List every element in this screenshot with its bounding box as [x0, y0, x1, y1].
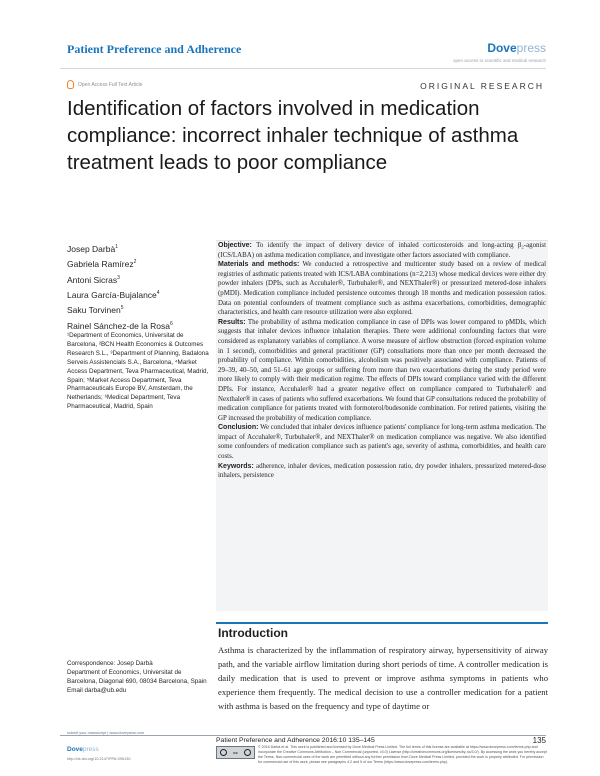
abstract-objective: Objective: To identify the impact of delivery device of inhaled corticosteroids and long-acting β₂-agonist (ICS/LABA) on asthma medication compliance, and investigate other factors associated with compliance.	[218, 242, 546, 259]
correspondence-block	[67, 660, 207, 696]
abstract-conclusion: Conclusion: We concluded that inhaler devices influence patients' compliance for long-term asthma medication. The impact of Accuhaler®, Turbuhaler®, and NEXThaler® on medication compliance was negative. We also identified some confounders of medication compliance such as patient's age, severity of asthma, comorbidities, and health care costs.	[218, 424, 546, 461]
journal-title: Patient Preference and Adherence	[67, 42, 242, 56]
introduction-rule	[216, 622, 548, 624]
page-number: 135	[532, 736, 546, 745]
open-access-badge	[67, 80, 142, 89]
author: Antoni Sicras$^3$	[67, 274, 120, 285]
open-access-label: Open Access Full Text Article	[78, 81, 143, 88]
submit-manuscript-link[interactable]: submit your manuscript | www.dovepress.com	[67, 731, 145, 735]
author: Josep Darbà$^1$	[67, 243, 118, 254]
cc-circle-icon	[220, 749, 227, 756]
article-section-label: ORIGINAL RESEARCH	[420, 81, 544, 91]
open-access-lock-icon	[67, 80, 74, 89]
author: Rainel Sánchez-de la Rosa$^6$	[67, 320, 173, 331]
affiliations: ¹Department of Economics, Universitat de Barcelona, ²BCN Health Economics & Outcomes Research S.L., ³Department of Planning, Badalona Serveis Assistencials S.A., Barcelona, ⁴Market Access Department, Teva Pharmaceutical, Madrid, Spain; ⁵Market Access Department, Teva Pharmaceuticals Europe BV, Amsterdam, the Netherlands; ⁶Medical Department, Teva Pharmaceutical, Madrid, Spain	[67, 332, 209, 411]
citation-line: Patient Preference and Adherence 2016:10 135–145	[216, 737, 375, 744]
abstract-keywords: Keywords: adherence, inhaler devices, medication possession ratio, dry powder inhalers, pressurized metered-dose inhalers, persistence	[218, 462, 546, 480]
introduction-text: Asthma is characterized by the inflammation of respiratory airway, hypersensitivity of airway path, and the variable airflow limitation during short periods of time. A controller medication is daily medication that is used to prevent or improve asthma symptoms in patients who experience them frequently. The medical decision to use a controller medication for a patient with asthma is based on the frequency and type of daytime or	[218, 645, 548, 711]
abstract-methods: Materials and methods: We conducted a retrospective and multicenter study based on a review of medical registries of asthmatic patients treated with ICS/LABA combinations (n=2,213) whose medical devices were either dry powder inhalers (DPIs, such as Accuhaler®, Turbuhaler®, and NEXThaler®) or pressurized metered-dose inhalers (pMDI). Medication compliance included persistence outcomes through 18 months and medication possession ratios. Data on potential confounders of treatment compliance such as asthma exacerbations, comorbidities, demographic characteristics, and health care resource utilization were also explored.	[218, 261, 546, 317]
abstract-results: Results: The probability of asthma medication compliance in case of DPIs was lower compared to pMDIs, which suggests that inhaler devices influence inhalation therapies. There were additional confounding factors that were considered as explanatory variables of compliance. A worse measure of airflow obstruction (forced expiration volume in 1 second), comorbidities and general practitioner (GP) consultations more than once per month decreased the probability of compliance. Within comorbidities, alcoholism was positively associated with compliance. Patients of 29–39, 40–50, and 51–61 age groups or suffering from more than two exacerbations during the study period were more likely to comply with their medication regime. The effects of DPIs toward compliance varied with the different DPIs. For instance, Accuhaler® had a greater negative effect on compliance compared to Turbuhaler® and Nexthaler® in cases of patients who suffered exacerbations. We found that GP consultations reduced the probability of medication compliance for patients treated with formoterol/budesonide combination. For retired patients, visiting the GP increased the probability of medication compliance.	[218, 318, 546, 422]
author-list	[67, 241, 173, 333]
header-divider	[60, 68, 546, 69]
author: Saku Torvinen$^5$	[67, 305, 124, 316]
publisher-tagline: open access to scientific and medical research	[452, 58, 546, 63]
author: Laura García-Bujalance$^4$	[67, 289, 160, 300]
publisher-logo-light: press	[516, 41, 546, 55]
by-circle-icon	[244, 749, 251, 756]
author: Gabriela Ramírez$^2$	[67, 259, 137, 270]
footer-divider	[60, 735, 546, 736]
introduction-heading: Introduction	[218, 626, 288, 640]
abstract-text	[218, 241, 546, 481]
article-title: Identification of factors involved in medication compliance: incorrect inhaler technique of asthma treatment leads to poor compliance	[67, 97, 519, 174]
publisher-logo-bold: Dove	[487, 41, 517, 55]
doi-link[interactable]: http://dx.doi.org/10.2147/PPA.S95130	[67, 757, 131, 761]
license-text: © 2016 Darbà et al. This work is published and licensed by Dove Medical Press Limited. The full terms of this license are available at https://www.dovepress.com/terms.php and incorporate the Creative Commons Attribution – Non Commercial (unported, v3.0) License (http://creativecommons.org/licenses/by-nc/3.0/). By accessing the work you hereby accept the Terms. Non-commercial uses of the work are permitted without any further permission from Dove Medical Press Limited, provided the work is properly attributed. For permission for commercial use of this work, please see paragraphs 4.2 and 5 of our Terms (https://www.dovepress.com/terms.php).	[258, 745, 547, 764]
correspondence-address: Department of Economics, Universitat de Barcelona, Diagonal 690, 08034 Barcelona, Spain	[67, 668, 207, 685]
correspondence-email[interactable]: Email darba@ub.edu	[67, 686, 127, 694]
publisher-logo	[487, 41, 546, 55]
creative-commons-icon: cc	[216, 746, 255, 759]
correspondence-label: Correspondence: Josep Darbà	[67, 660, 153, 667]
footer-publisher-logo: Dovepress	[67, 746, 99, 753]
